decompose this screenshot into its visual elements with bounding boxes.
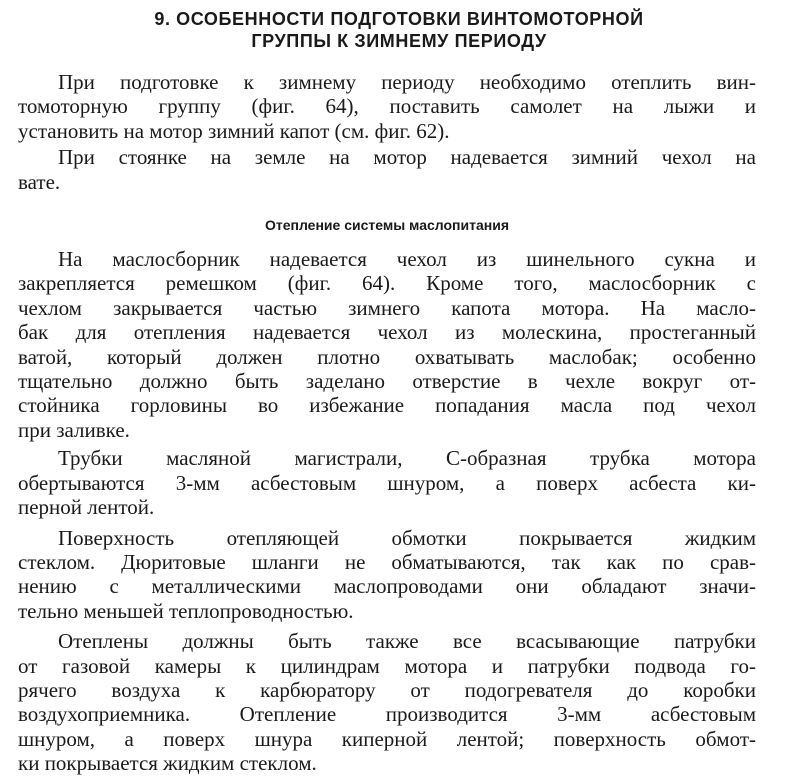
section-heading [42, 8, 756, 52]
text-line: бак для отепления надевается чехол из молескина, простеганный [18, 320, 756, 345]
text-line: При подготовке к зимнему периоду необходимо отеплить вин- [58, 70, 756, 94]
paragraph-wrapping-surface [18, 526, 756, 624]
text-line: Отеплены должны быть также все всасывающие патрубки [58, 629, 756, 654]
text-line: тщательно должно быть заделано отверстие в чехле вокруг от- [18, 369, 756, 394]
document-page [18, 8, 756, 776]
paragraph-oil-pipes [18, 446, 756, 519]
text-line: перной лентой. [18, 495, 155, 520]
paragraph-intro [18, 70, 756, 143]
text-line: стеклом. Дюритовые шланги не обматываются, так как по срав- [18, 549, 756, 574]
text-line: При стоянке на земле на мотор надевается зимний чехол на [58, 145, 756, 170]
text-line: ки покрывается жидким стеклом. [18, 751, 317, 776]
text-line: чехлом закрывается частью зимнего капота мотора. На масло- [18, 295, 756, 320]
text-line: стойника горловины во избежание попадания масла под чехол [18, 393, 756, 418]
subsection-heading: Отепление системы маслопитания [264, 217, 509, 234]
text-line: шнуром, а поверх шнура киперной лентой; поверхность обмот- [18, 726, 756, 751]
text-line: воздухоприемника. Отепление производится 3-мм асбестовым [18, 702, 756, 727]
paragraph-oil-collector [18, 247, 756, 442]
text-line: тельно меньшей теплопроводностью. [18, 598, 354, 623]
text-line: при заливке. [18, 417, 130, 442]
text-line: закрепляется ремешком (фиг. 64). Кроме того, маслосборник с [18, 271, 756, 296]
paragraph-intake-pipes [18, 629, 756, 775]
text-line: рячего воздуха к карбюратору от подогревателя до коробки [18, 677, 756, 702]
text-line: томоторную группу (фиг. 64), поставить самолет на лыжи и [18, 94, 756, 119]
text-line: Трубки масляной магистрали, С-образная трубка мотора [58, 446, 756, 471]
text-line: Поверхность отепляющей обмотки покрывается жидким [58, 525, 756, 550]
section-heading-line-1: 9. ОСОБЕННОСТИ ПОДГОТОВКИ ВИНТОМОТОРНОЙ [154, 9, 644, 29]
text-line: обертываются 3-мм асбестовым шнуром, а поверх асбеста ки- [18, 470, 756, 495]
text-line: установить на мотор зимний капот (см. фиг. 62). [18, 118, 450, 143]
section-heading-line-2: ГРУППЫ К ЗИМНЕМУ ПЕРИОДУ [251, 31, 547, 51]
text-line: На маслосборник надевается чехол из шинельного сукна и [58, 247, 756, 272]
paragraph-parking [18, 145, 756, 194]
text-line: нению с металлическими маслопроводами они обладают значи- [18, 574, 756, 599]
text-line: ватой, который должен плотно охватывать маслобак; особенно [18, 344, 756, 369]
text-line: от газовой камеры к цилиндрам мотора и патрубки подвода го- [18, 653, 756, 678]
text-line: вате. [18, 169, 61, 194]
